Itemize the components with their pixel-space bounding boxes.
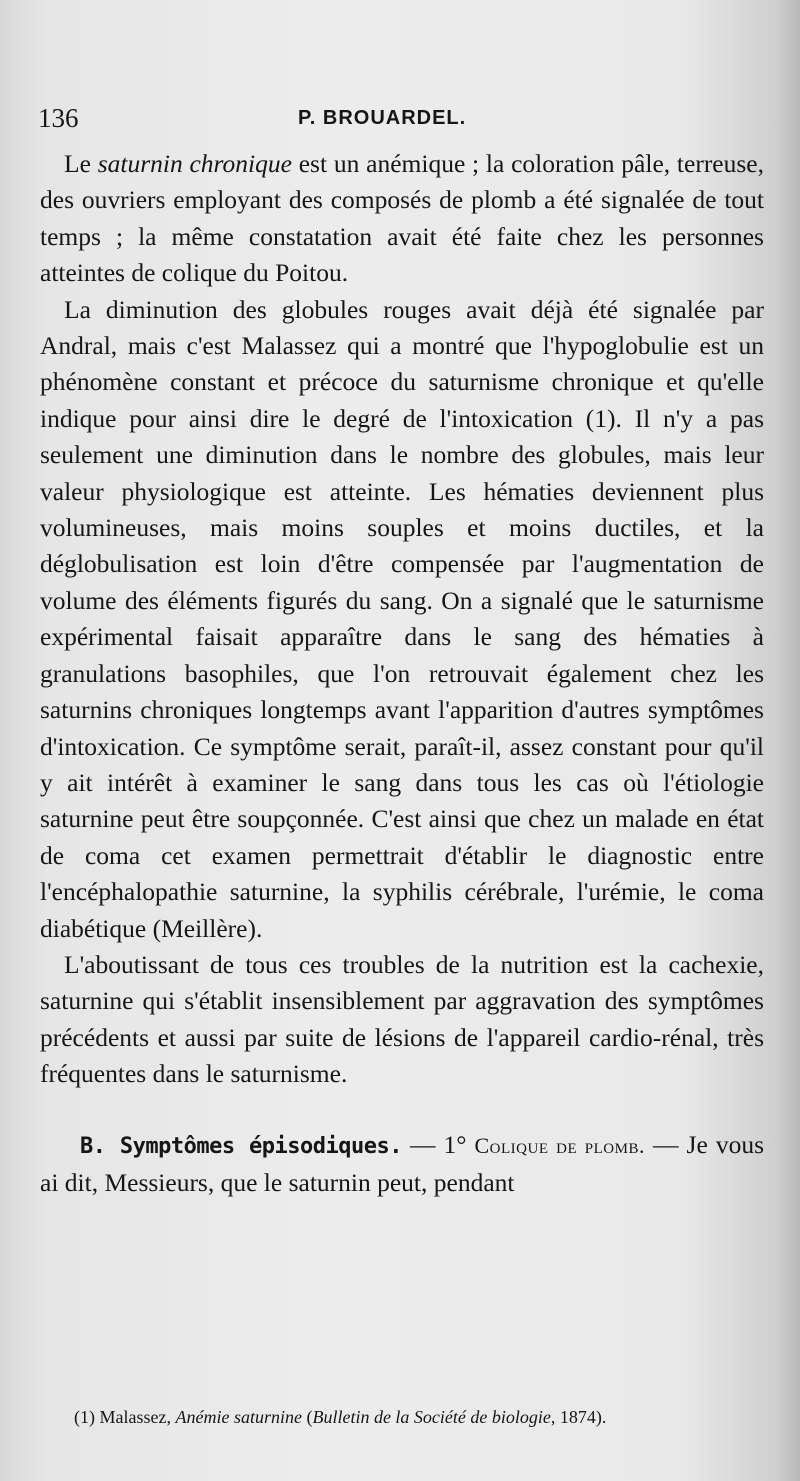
- footnote-title: Anémie saturnine: [175, 1407, 302, 1427]
- footnote-journal: Bulletin de la Société de biologie: [312, 1407, 551, 1427]
- paragraph-anemia-lead: Le: [64, 149, 98, 178]
- paragraph-globules: La diminution des globules rouges avait déjà été signalée par Andral, mais c'est Malassez qui a montré que l'hypoglobulie est un phénomène constant et précoce du saturnisme chronique et qu'elle indique pour ainsi dire le degré de l'intoxication (1). Il n'y a pas seulement une diminution dans le nombre des globules, mais leur valeur physiologique est atteinte. Les hématies deviennent plus volumineuses, mais moins souples et moins ductiles, et la déglobulisation est loin d'être compensée par l'augmentation de volume des éléments figurés du sang. On a signalé que le saturnisme expérimental faisait apparaître dans le sang des hématies à granulations basophiles, que l'on retrouvait également chez les saturnins chroniques longtemps avant l'apparition d'autres symptômes d'intoxication. Ce symptôme serait, paraît-il, assez constant pour qu'il y ait intérêt à examiner le sang dans tous les cas où l'étiologie saturnine peut être soupçonnée. C'est ainsi que chez un malade en état de coma cet examen permettrait d'établir le diagnostic entre l'encéphalopathie saturnine, la syphilis cérébrale, l'urémie, le coma diabétique (Meillère).: [40, 294, 764, 943]
- paragraph-colique-text: — Je vous ai dit, Messieurs, que le saturnin peut, pendant: [40, 1129, 764, 1197]
- paragraph-anemia: [40, 146, 764, 292]
- body-text: [40, 146, 764, 1201]
- paragraph-symptomes-episodiques: [40, 1127, 764, 1202]
- section-heading: B. Symptômes épisodiques.: [80, 1133, 402, 1159]
- page-header: [38, 103, 758, 137]
- paragraph-cachexie: L'aboutissant de tous ces troubles de la nutrition est la cachexie, saturnine qui s'établit insensiblement par aggravation des symptômes précédents et aussi par suite de lésions de l'appareil cardio-rénal, très fréquentes dans le saturnisme.: [40, 949, 764, 1089]
- paragraph-anemia-text: est un anémique ; la coloration pâle, terreuse, des ouvriers employant des composés de plomb a été signalée de tout temps ; la même constatation avait été faite chez les personnes atteintes de colique du Poitou.: [40, 149, 764, 288]
- term-saturnin-chronique: saturnin chronique: [97, 149, 292, 178]
- page-number: 136: [38, 103, 79, 133]
- footnote-1: [40, 1406, 766, 1428]
- subsection-title: Colique de plomb.: [474, 1132, 645, 1158]
- footnotes: [40, 1406, 766, 1428]
- section-numbering: — 1°: [401, 1129, 475, 1159]
- running-head: P. BROUARDEL.: [298, 107, 467, 129]
- footnote-paren: (: [301, 1407, 313, 1427]
- footnote-year: , 1874).: [550, 1407, 607, 1427]
- footnote-marker: (1) Malassez,: [74, 1407, 176, 1427]
